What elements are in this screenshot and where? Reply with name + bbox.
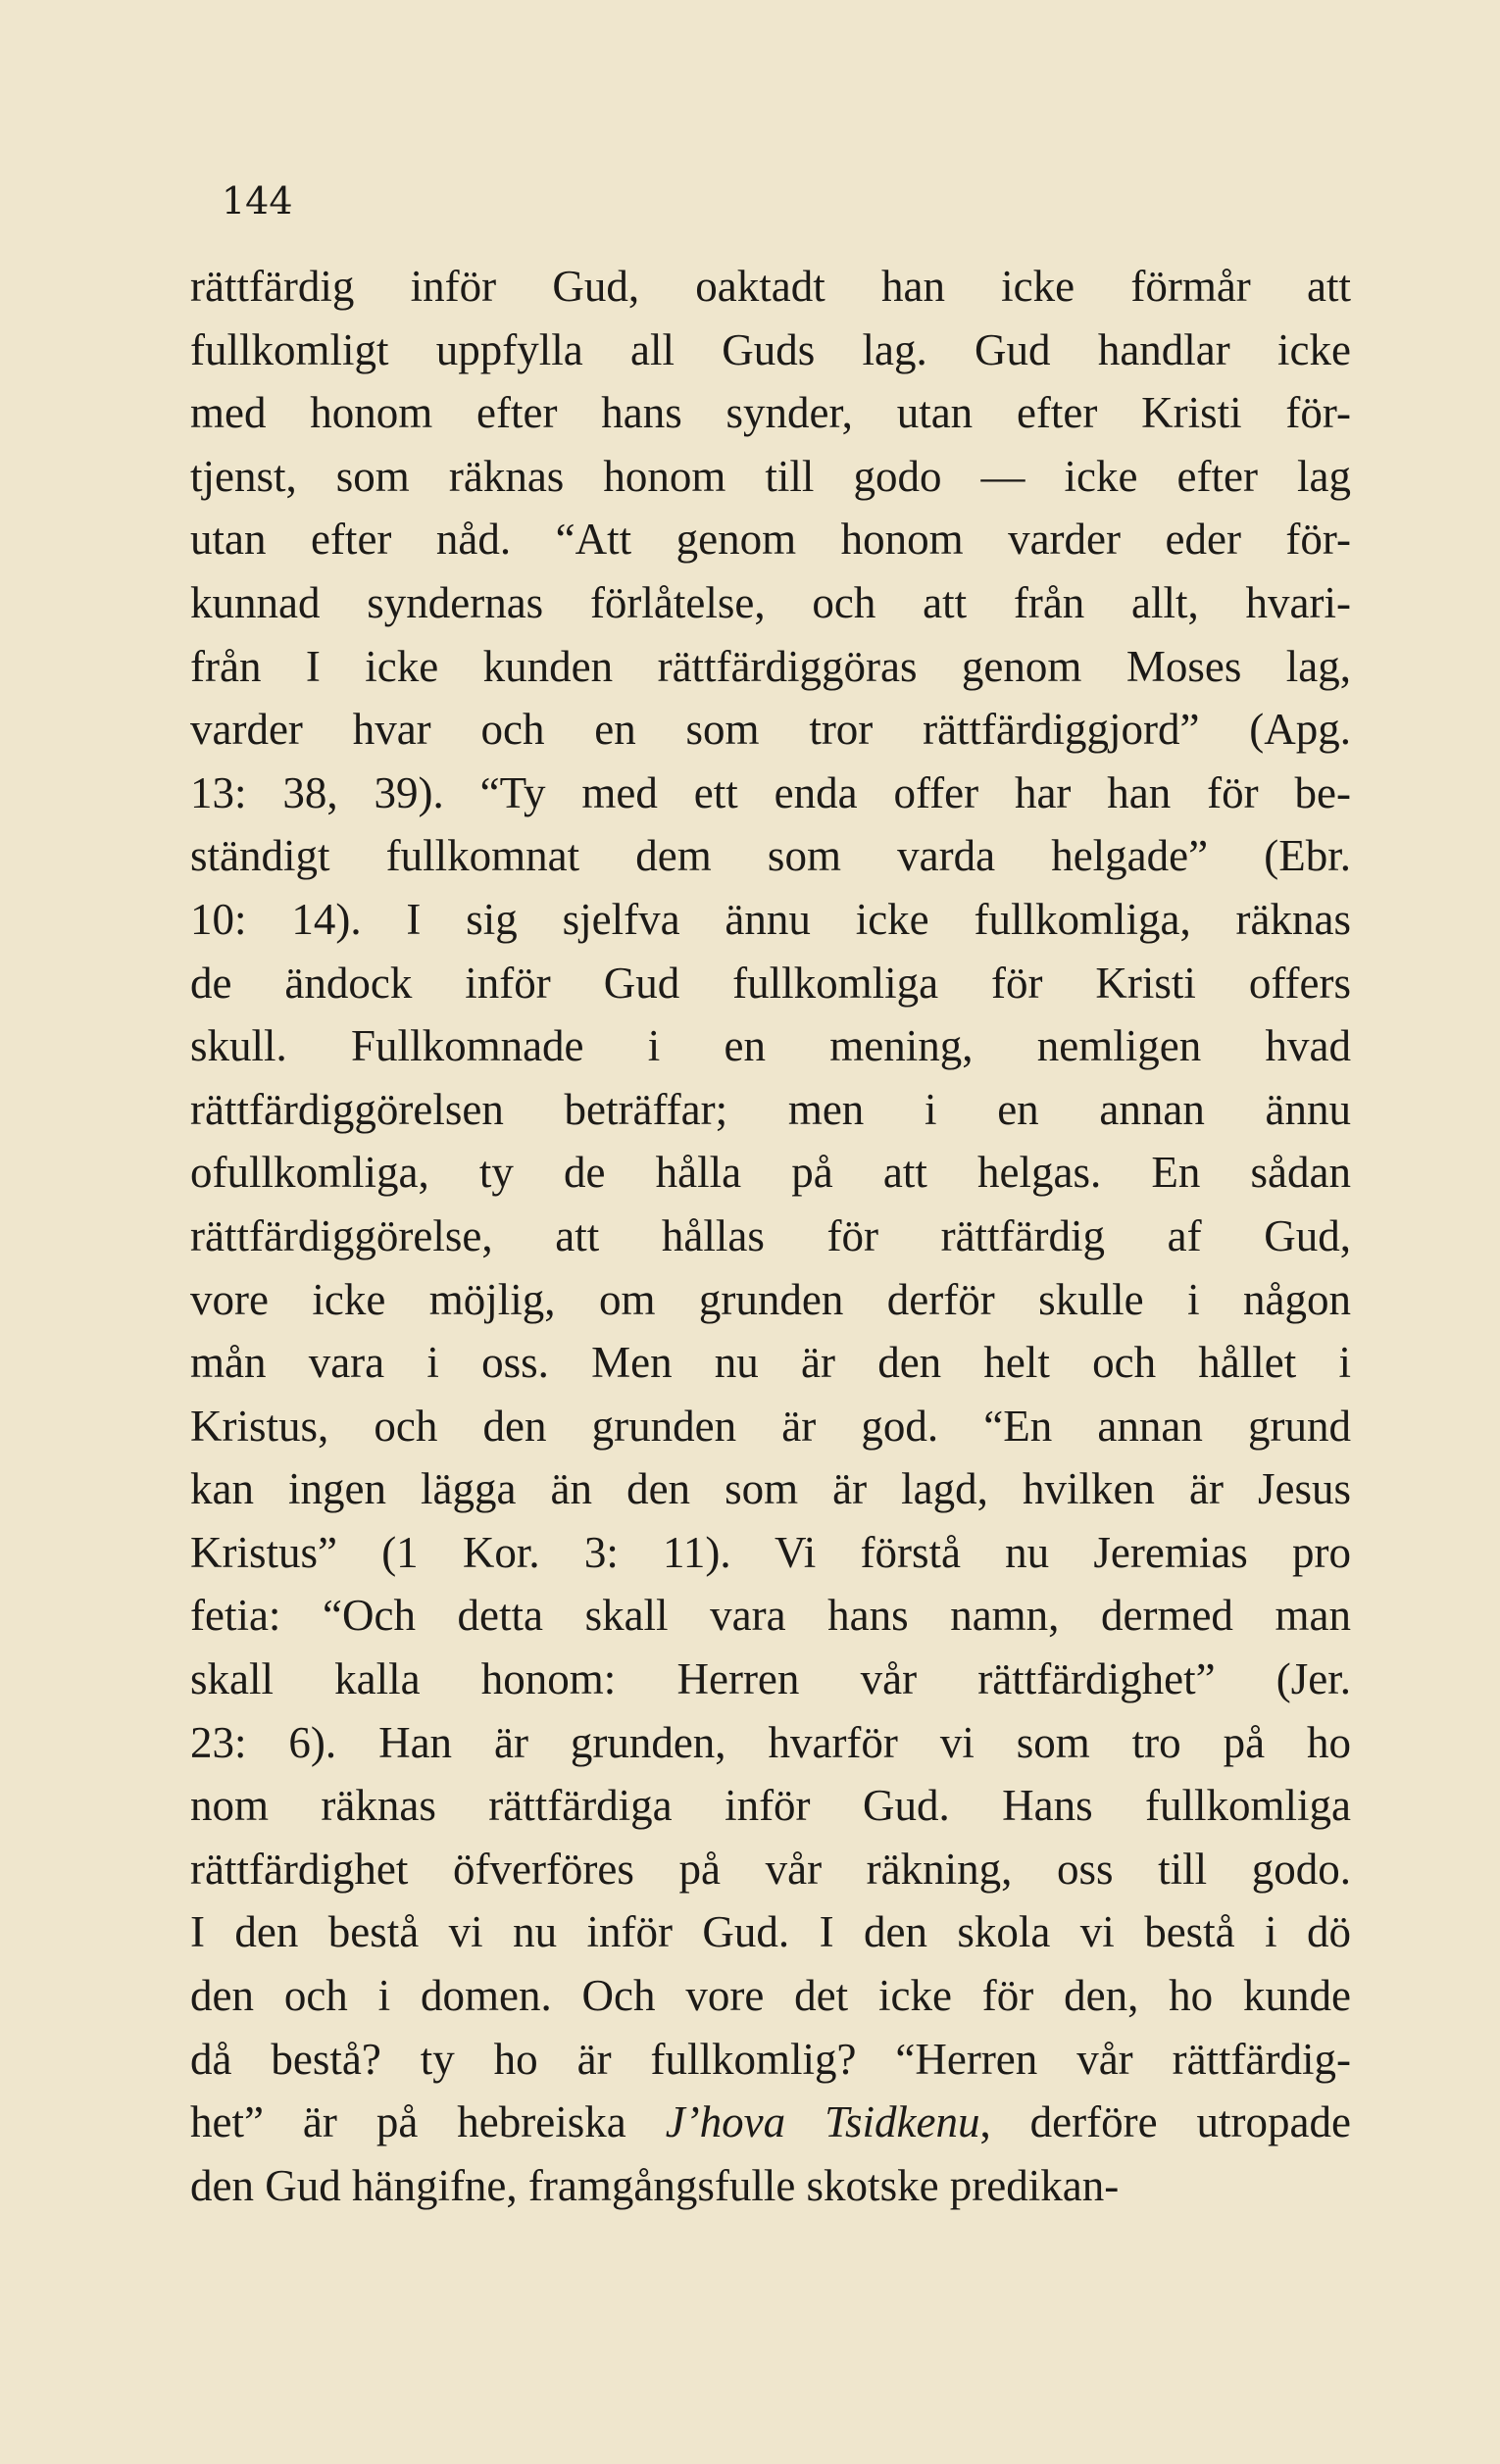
hebrew-name-italic: J’hova Tsidkenu — [665, 2097, 980, 2147]
text-line-18: mån vara i oss. Men nu är den helt och hållet i — [190, 1338, 1351, 1388]
text-line-21: Kristus” (1 Kor. 3: 11). Vi förstå nu Jeremias pro — [190, 1527, 1351, 1577]
text-line-23: skall kalla honom: Herren vår rättfärdighet” (Jer. — [190, 1654, 1351, 1704]
text-line-5: utan efter nåd. “Att genom honom varder eder för- — [190, 515, 1351, 565]
text-line-13: skull. Fullkomnade i en mening, nemligen hvad — [190, 1021, 1351, 1071]
text-line-28: den och i domen. Och vore det icke för den, ho kunde — [190, 1971, 1351, 2021]
text-line-7: från I icke kunden rättfärdiggöras genom Moses lag, — [190, 641, 1351, 691]
body-text — [190, 255, 1351, 2217]
text-line-4: tjenst, som räknas honom till godo — icke efter lag — [190, 451, 1351, 501]
text-line-31: den Gud hängifne, framgångsfulle skotske predikan- — [190, 2160, 1120, 2210]
text-line-20: kan ingen lägga än den som är lagd, hvilken är Jesus — [190, 1464, 1351, 1514]
page-number: 144 — [222, 179, 293, 222]
text-line-30 — [190, 2091, 1351, 2154]
text-line-30-after: , derföre utropade — [979, 2097, 1351, 2147]
text-line-3: med honom efter hans synder, utan efter Kristi för- — [190, 388, 1351, 438]
text-line-15: ofullkomliga, ty de hålla på att helgas. En sådan — [190, 1148, 1351, 1198]
text-line-10: ständigt fullkomnat dem som varda helgade” (Ebr. — [190, 831, 1351, 881]
text-line-24: 23: 6). Han är grunden, hvarför vi som tro på ho — [190, 1717, 1351, 1767]
text-line-9: 13: 38, 39). “Ty med ett enda offer har han för be- — [190, 767, 1351, 817]
text-line-25: nom räknas rättfärdiga inför Gud. Hans fullkomliga — [190, 1781, 1351, 1831]
text-line-27: I den bestå vi nu inför Gud. I den skola vi bestå i dö — [190, 1907, 1351, 1957]
text-line-22: fetia: “Och detta skall vara hans namn, dermed man — [190, 1591, 1351, 1641]
text-line-8: varder hvar och en som tror rättfärdiggjord” (Apg. — [190, 705, 1351, 755]
text-line-6: kunnad syndernas förlåtelse, och att från allt, hvari- — [190, 577, 1351, 627]
text-line-19: Kristus, och den grunden är god. “En annan grund — [190, 1401, 1351, 1451]
text-line-11: 10: 14). I sig sjelfva ännu icke fullkomliga, räknas — [190, 894, 1351, 944]
text-line-12: de ändock inför Gud fullkomliga för Kristi offers — [190, 958, 1351, 1008]
text-line-29: då bestå? ty ho är fullkomlig? “Herren vår rättfärdig- — [190, 2034, 1351, 2084]
text-line-30-before: het” är på hebreiska — [190, 2097, 666, 2147]
text-line-1: rättfärdig inför Gud, oaktadt han icke förmår att — [190, 262, 1351, 311]
text-line-16: rättfärdiggörelse, att hållas för rättfärdig af Gud, — [190, 1210, 1351, 1260]
text-line-14: rättfärdiggörelsen beträffar; men i en annan ännu — [190, 1084, 1351, 1134]
text-line-26: rättfärdighet öfverföres på vår räkning, oss till godo. — [190, 1844, 1351, 1894]
text-line-17: vore icke möjlig, om grunden derför skulle i någon — [190, 1274, 1351, 1324]
text-line-2: fullkomligt uppfylla all Guds lag. Gud handlar icke — [190, 324, 1351, 374]
